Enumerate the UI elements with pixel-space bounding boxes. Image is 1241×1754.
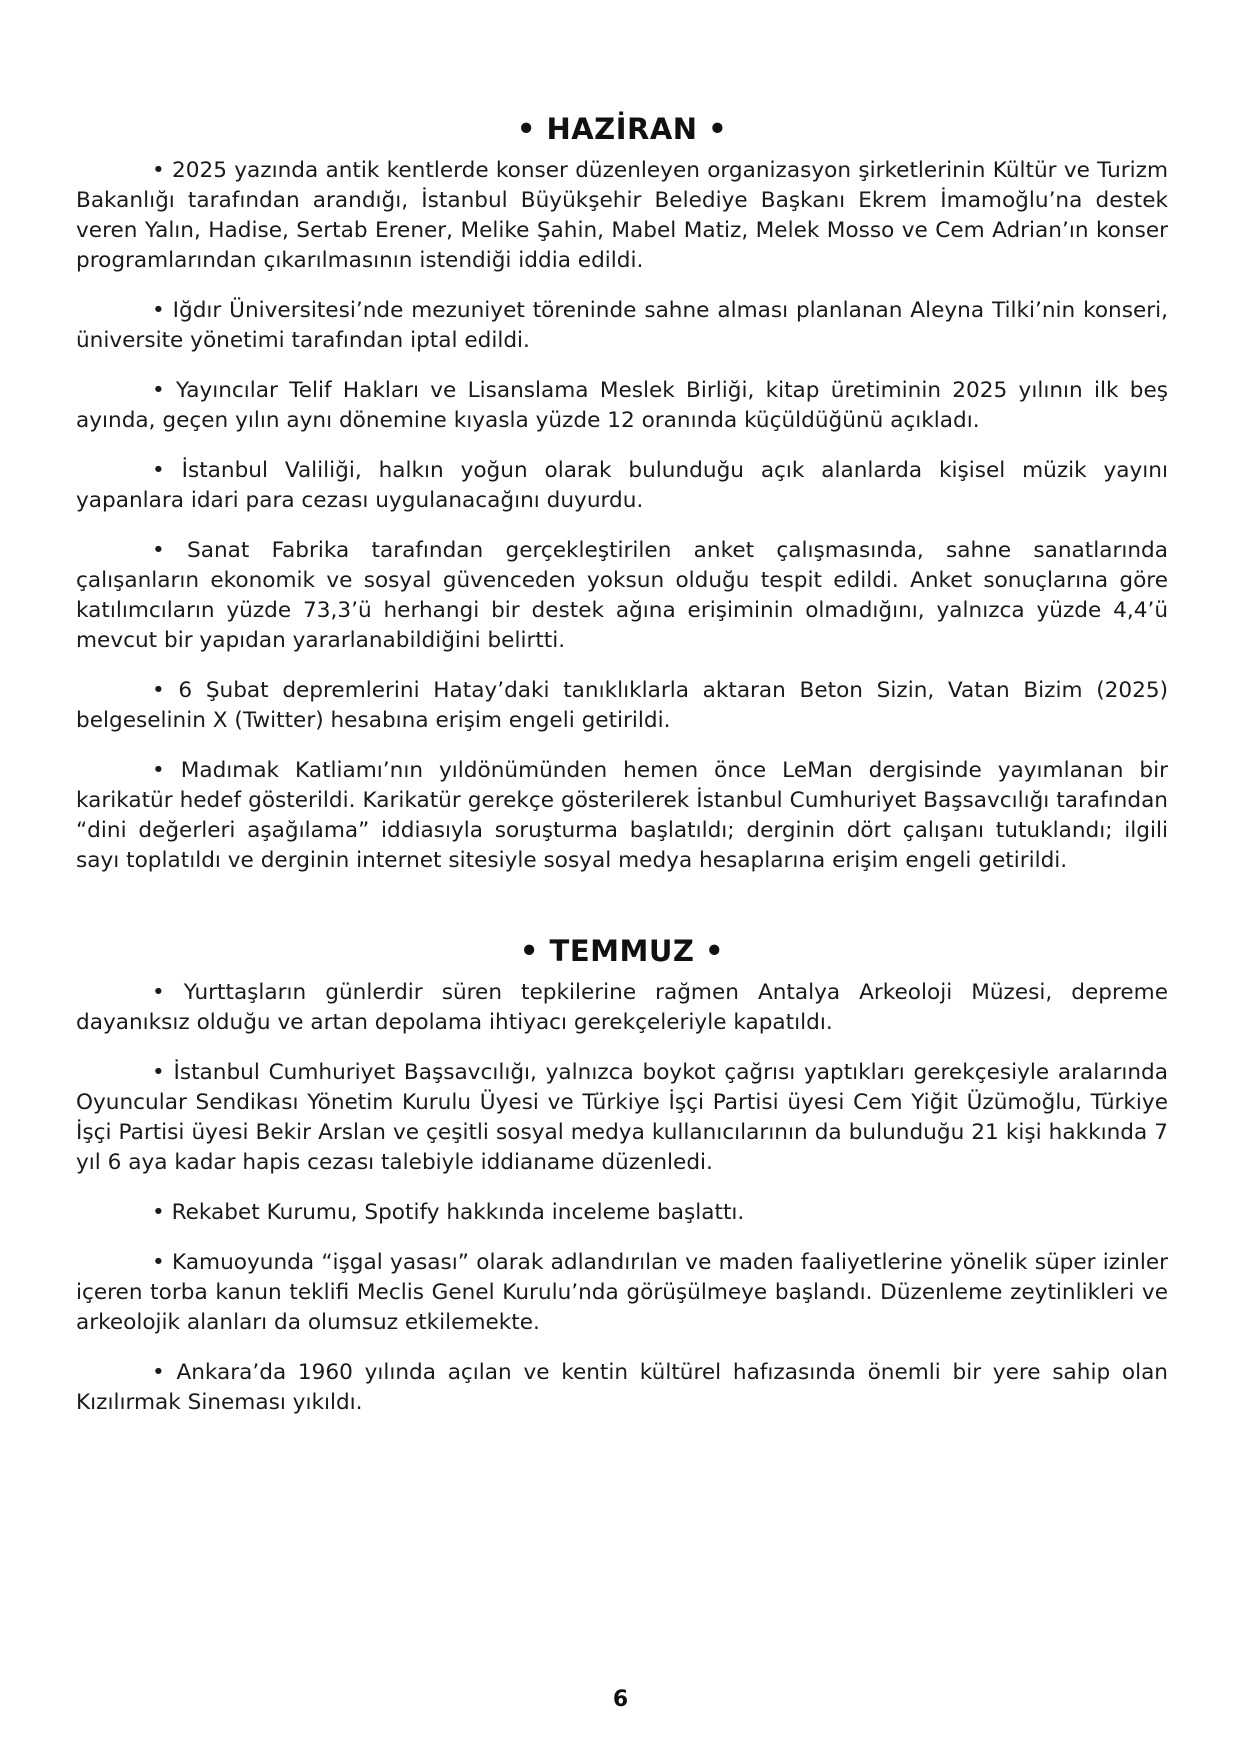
news-item: • Sanat Fabrika tarafından gerçekleştirilen anket çalışmasında, sahne sanatlarında çalışanların ekonomik ve sosyal güvenceden yoksun olduğu tespit edildi. Anket sonuçlarına göre katılımcıların yüzde 73,3’ü herhangi bir destek ağına erişiminin olmadığını, yalnızca yüzde 4,4’ü mevcut bir yapıdan yararlanabildiğini belirtti. (76, 538, 1168, 653)
document-page (76, 0, 1168, 1438)
news-item: • İstanbul Valiliği, halkın yoğun olarak bulunduğu açık alanlarda kişisel müzik yayını yapanlara idari para cezası uygulanacağını duyurdu. (76, 458, 1168, 513)
news-item: • Kamuoyunda “işgal yasası” olarak adlandırılan ve maden faaliyetlerine yönelik süper izinler içeren torba kanun teklifi Meclis Genel Kurulu’nda görüşülmeye başlandı. Düzenleme zeytinlikleri ve arkeolojik alanları da olumsuz etkilemekte. (76, 1250, 1168, 1335)
news-item: • İstanbul Cumhuriyet Başsavcılığı, yalnızca boykot çağrısı yaptıkları gerekçesiyle aralarında Oyuncular Sendikası Yönetim Kurulu Üyesi ve Türkiye İşçi Partisi üyesi Cem Yiğit Üzümoğlu, Türkiye İşçi Partisi üyesi Bekir Arslan ve çeşitli sosyal medya kullanıcılarının da bulunduğu 21 kişi hakkında 7 yıl 6 aya kadar hapis cezası talebiyle iddianame düzenledi. (76, 1060, 1168, 1175)
news-item: • 6 Şubat depremlerini Hatay’daki tanıklıklarla aktaran Beton Sizin, Vatan Bizim (2025) belgeselinin X (Twitter) hesabına erişim engeli getirildi. (76, 678, 1168, 733)
section-title-temmuz: • TEMMUZ • (519, 934, 725, 968)
page-number: 6 (612, 1687, 629, 1712)
news-item: • Madımak Katliamı’nın yıldönümünden hemen önce LeMan dergisinde yayımlanan bir karikatür hedef gösterildi. Karikatür gerekçe gösterilerek İstanbul Cumhuriyet Başsavcılığı tarafından “dini değerleri aşağılama” iddiasıyla soruşturma başlatıldı; derginin dört çalışanı tutuklandı; ilgili sayı toplatıldı ve derginin internet sitesiyle sosyal medya hesaplarına erişim engeli getirildi. (76, 758, 1168, 873)
news-item: • Ankara’da 1960 yılında açılan ve kentin kültürel hafızasında önemli bir yere sahip olan Kızılırmak Sineması yıkıldı. (76, 1360, 1168, 1415)
news-item: • Yayıncılar Telif Hakları ve Lisanslama Meslek Birliği, kitap üretiminin 2025 yılının ilk beş ayında, geçen yılın aynı dönemine kıyasla yüzde 12 oranında küçüldüğünü açıkladı. (76, 378, 1168, 433)
news-item: • Yurttaşların günlerdir süren tepkilerine rağmen Antalya Arkeoloji Müzesi, depreme dayanıksız olduğu ve artan depolama ihtiyacı gerekçeleriyle kapatıldı. (76, 980, 1168, 1035)
section-title-haziran: • HAZİRAN • (516, 112, 728, 146)
news-item: • 2025 yazında antik kentlerde konser düzenleyen organizasyon şirketlerinin Kültür ve Turizm Bakanlığı tarafından arandığı, İstanbul Büyükşehir Belediye Başkanı Ekrem İmamoğlu’na destek veren Yalın, Hadise, Sertab Erener, Melike Şahin, Mabel Matiz, Melek Mosso ve Cem Adrian’ın konser programlarından çıkarılmasının istendiği iddia edildi. (76, 158, 1168, 273)
news-item: • Rekabet Kurumu, Spotify hakkında inceleme başlattı. (152, 1200, 745, 1225)
news-item: • Iğdır Üniversitesi’nde mezuniyet töreninde sahne alması planlanan Aleyna Tilki’nin konseri, üniversite yönetimi tarafından iptal edildi. (76, 298, 1168, 353)
